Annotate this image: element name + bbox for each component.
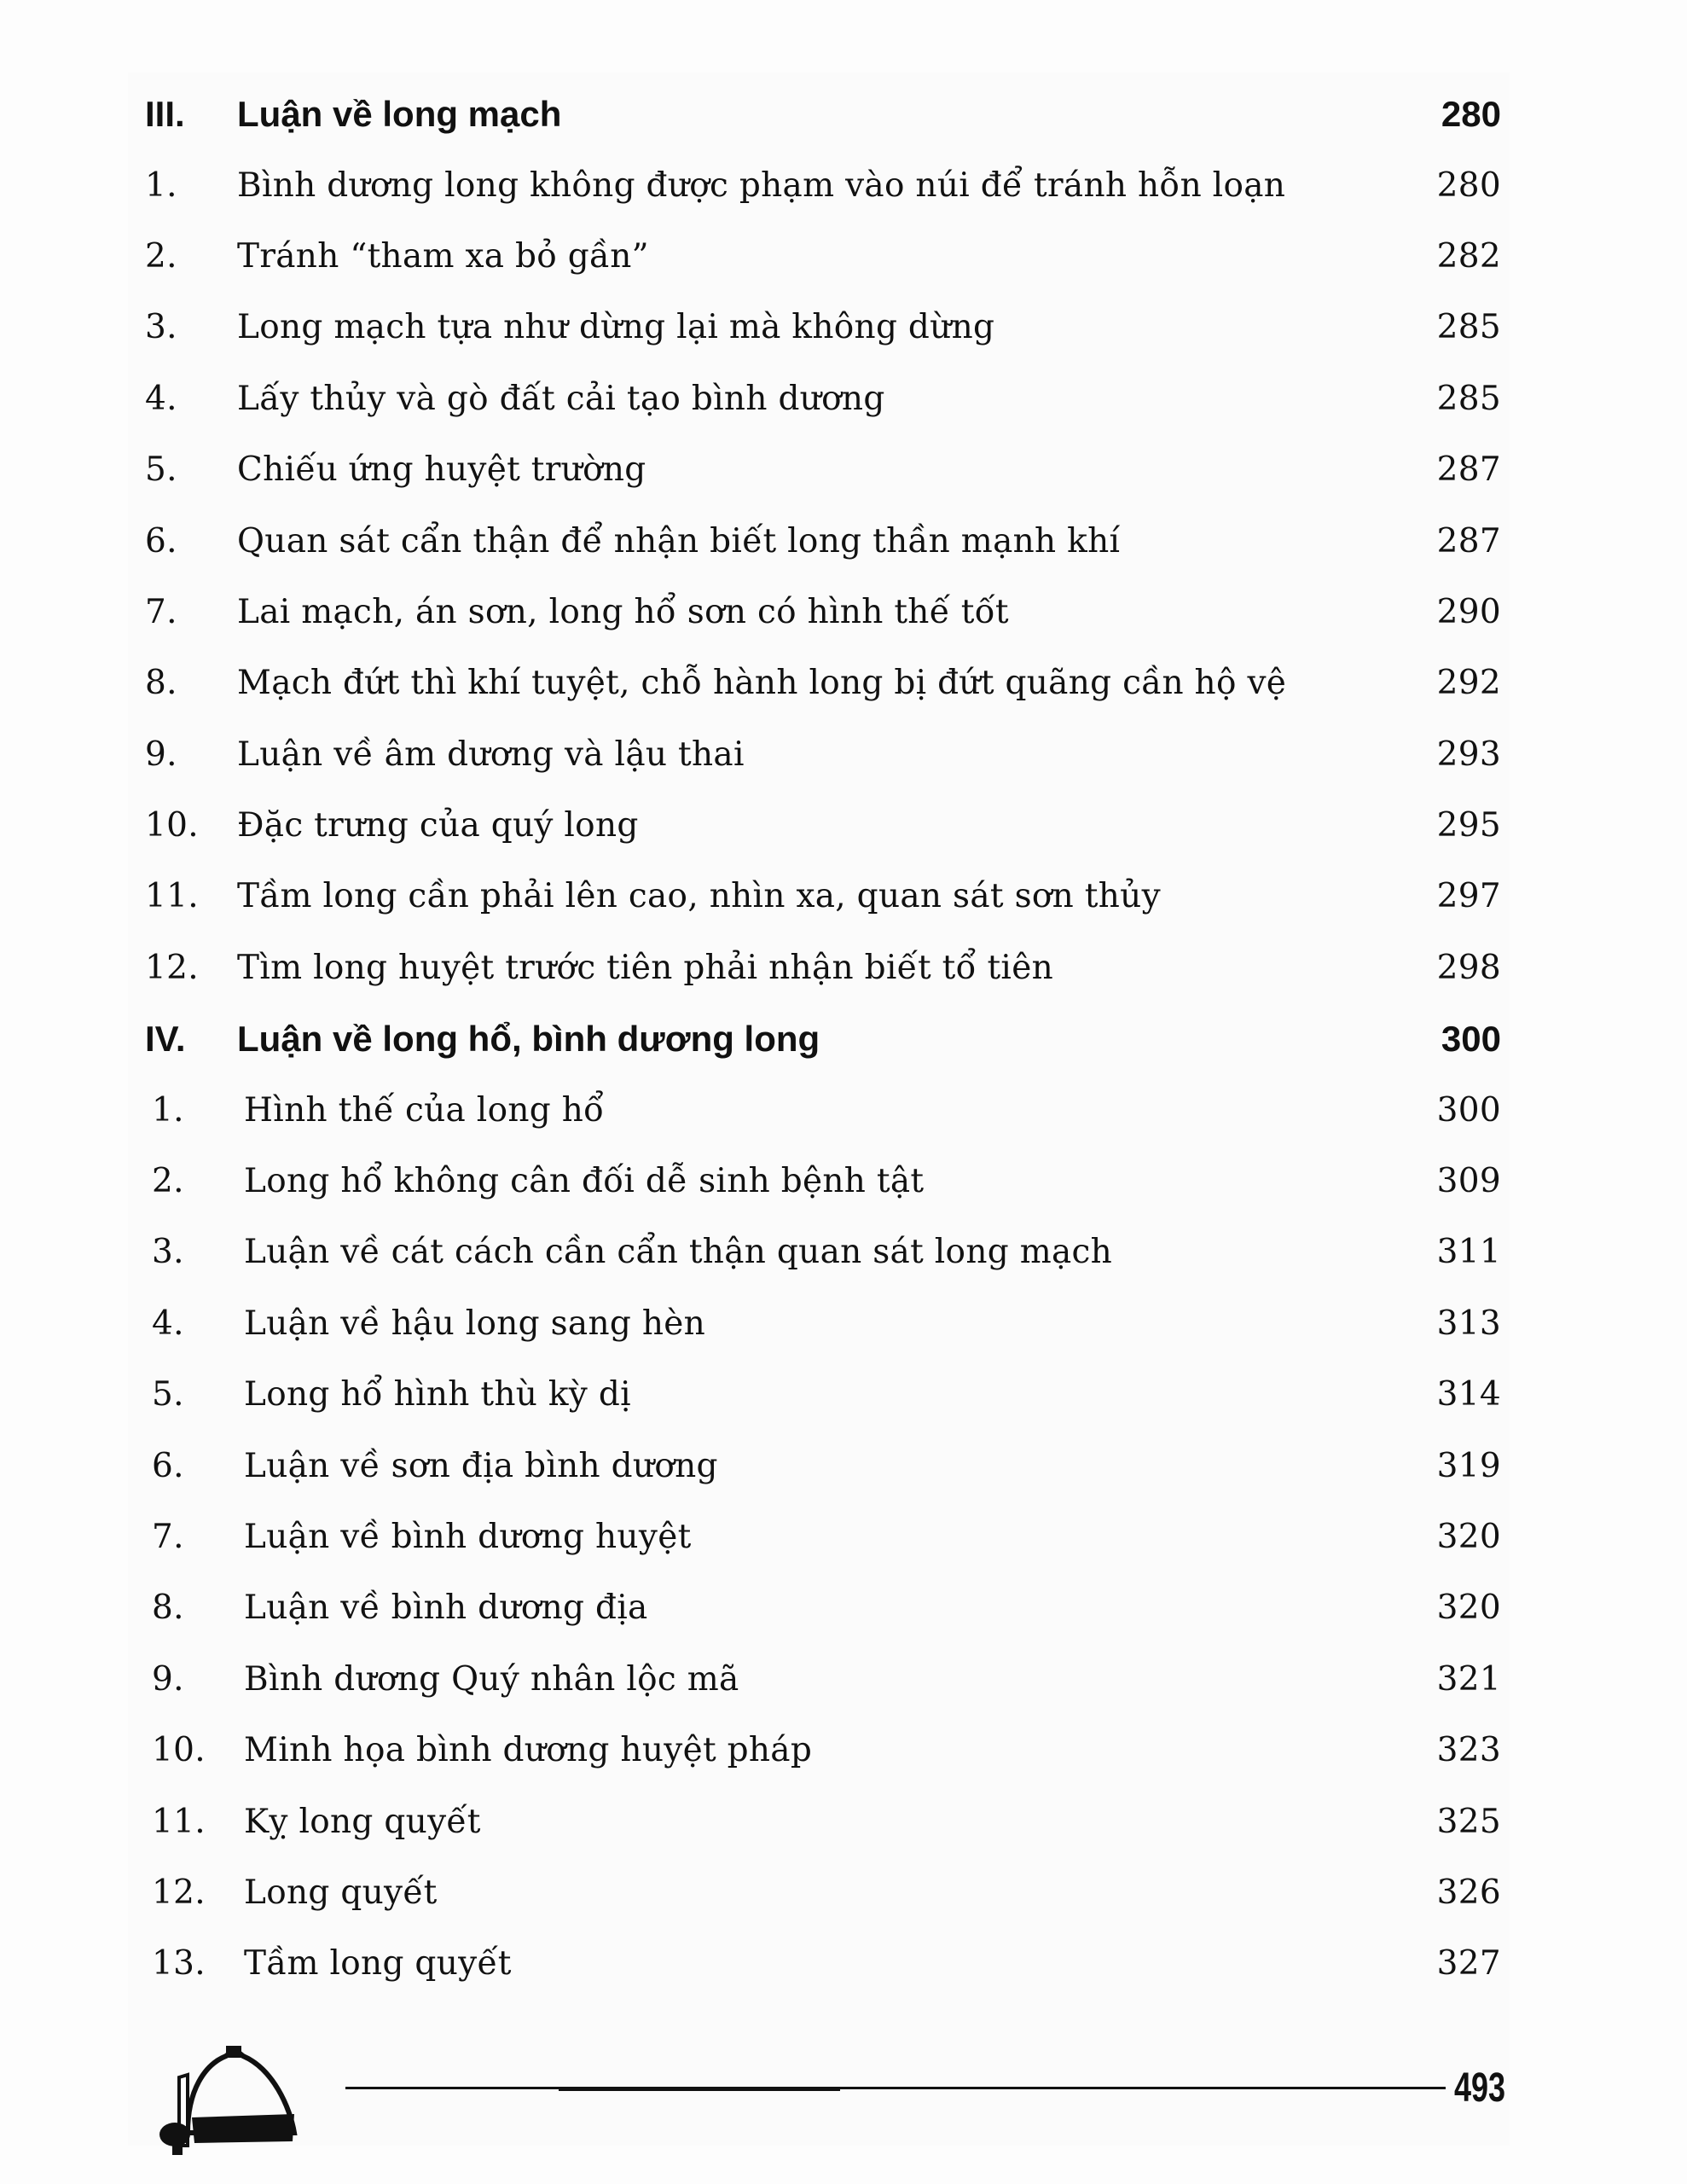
entry-title: Long hổ không cân đối dễ sinh bệnh tật	[244, 1162, 925, 1201]
entry-title: Quan sát cẩn thận để nhận biết long thần mạnh khí	[237, 521, 1121, 561]
entry-number: 3.	[145, 308, 177, 347]
entry-page: 325	[1436, 1802, 1501, 1841]
entry-title: Bình dương long không được phạm vào núi để tránh hỗn loạn	[237, 166, 1286, 205]
toc-entry	[145, 1928, 1501, 1999]
toc-entry	[145, 1502, 1501, 1572]
entry-title: Tầm long quyết	[244, 1944, 512, 1984]
entry-page: 320	[1436, 1589, 1501, 1628]
entry-page: 319	[1436, 1446, 1501, 1485]
entry-number: 11.	[152, 1802, 206, 1841]
entry-page: 326	[1436, 1873, 1501, 1912]
entry-number: 5.	[152, 1375, 184, 1414]
toc-entry	[145, 577, 1501, 648]
toc-entry	[145, 292, 1501, 363]
entry-page: 293	[1436, 735, 1501, 774]
entry-number: 8.	[152, 1589, 184, 1628]
entry-title: Luận về bình dương huyệt	[244, 1518, 692, 1556]
entry-page: 298	[1436, 948, 1501, 987]
entry-title: Luận về bình dương địa	[244, 1589, 648, 1628]
toc-entry	[145, 648, 1501, 718]
entry-title: Mạch đứt thì khí tuyệt, chỗ hành long bị đứt quãng cần hộ vệ	[237, 664, 1287, 703]
toc-entry	[145, 1430, 1501, 1501]
entry-page: 287	[1436, 521, 1501, 561]
entry-page: 321	[1436, 1659, 1501, 1699]
toc-entry	[145, 1786, 1501, 1856]
toc-section-heading	[145, 78, 1501, 149]
entry-page: 295	[1436, 806, 1501, 845]
toc-entry	[145, 505, 1501, 576]
entry-title: Chiếu ứng huyệt trường	[237, 450, 646, 490]
toc-entry	[145, 221, 1501, 292]
entry-title: Đặc trưng của quý long	[237, 806, 639, 845]
entry-page: 282	[1436, 236, 1501, 276]
entry-page: 280	[1441, 93, 1501, 134]
entry-page: 285	[1436, 308, 1501, 347]
toc-entry	[145, 932, 1501, 1003]
entry-page: 292	[1436, 664, 1501, 703]
toc-entry	[145, 719, 1501, 790]
toc-entry	[145, 1288, 1501, 1359]
bell-ornament-icon	[154, 2039, 350, 2158]
entry-page: 280	[1436, 166, 1501, 205]
entry-number: 2.	[145, 236, 177, 276]
toc-entry	[145, 149, 1501, 220]
entry-number: 6.	[152, 1446, 184, 1485]
entry-number: 4.	[152, 1304, 184, 1343]
entry-number: 9.	[152, 1659, 184, 1699]
entry-number: III.	[145, 93, 185, 134]
entry-title: Long hổ hình thù kỳ dị	[244, 1375, 631, 1414]
toc-entry	[145, 1857, 1501, 1928]
entry-number: 4.	[145, 379, 177, 418]
toc-entry	[145, 1715, 1501, 1786]
entry-title: Tránh “tham xa bỏ gần”	[237, 236, 649, 276]
toc-section-heading	[145, 1003, 1501, 1074]
entry-number: 13.	[152, 1944, 206, 1984]
entry-title: Luận về sơn địa bình dương	[244, 1446, 718, 1485]
entry-number: IV.	[145, 1018, 186, 1059]
entry-page: 323	[1436, 1731, 1501, 1770]
entry-page: 327	[1436, 1944, 1501, 1984]
toc-entry	[145, 1359, 1501, 1430]
footer-rule	[345, 2087, 1446, 2089]
entry-number: 8.	[145, 664, 177, 703]
entry-title: Tìm long huyệt trước tiên phải nhận biết tổ tiên	[237, 948, 1053, 987]
page-number: 493	[1454, 2065, 1506, 2111]
entry-number: 3.	[152, 1233, 184, 1272]
entry-title: Long quyết	[244, 1873, 438, 1912]
entry-title: Kỵ long quyết	[244, 1802, 481, 1841]
entry-title: Luận về long mạch	[237, 93, 562, 134]
entry-page: 300	[1436, 1090, 1501, 1130]
entry-number: 7.	[145, 592, 177, 631]
entry-title: Tầm long cần phải lên cao, nhìn xa, quan sát sơn thủy	[237, 877, 1161, 916]
entry-number: 12.	[145, 948, 199, 987]
entry-page: 285	[1436, 379, 1501, 418]
entry-page: 297	[1436, 877, 1501, 916]
entry-page: 287	[1436, 450, 1501, 490]
toc-entry	[145, 434, 1501, 505]
toc-entry	[145, 1146, 1501, 1217]
entry-number: 7.	[152, 1518, 184, 1556]
entry-title: Lai mạch, án sơn, long hổ sơn có hình thế tốt	[237, 592, 1009, 631]
entry-number: 1.	[145, 166, 177, 205]
entry-number: 10.	[152, 1731, 206, 1770]
entry-title: Long mạch tựa như dừng lại mà không dừng	[237, 308, 995, 347]
entry-title: Luận về cát cách cần cẩn thận quan sát long mạch	[244, 1233, 1113, 1272]
toc-entry	[145, 861, 1501, 932]
entry-number: 6.	[145, 521, 177, 561]
entry-page: 314	[1436, 1375, 1501, 1414]
entry-number: 12.	[152, 1873, 206, 1912]
table-of-contents	[145, 78, 1501, 2000]
entry-number: 2.	[152, 1162, 184, 1201]
entry-page: 311	[1436, 1233, 1501, 1272]
toc-entry	[145, 790, 1501, 861]
entry-number: 9.	[145, 735, 177, 774]
entry-number: 5.	[145, 450, 177, 490]
entry-title: Luận về hậu long sang hèn	[244, 1304, 706, 1343]
entry-number: 11.	[145, 877, 199, 916]
toc-entry	[145, 1644, 1501, 1715]
toc-entry	[145, 1572, 1501, 1643]
entry-number: 10.	[145, 806, 199, 845]
entry-title: Lấy thủy và gò đất cải tạo bình dương	[237, 379, 885, 418]
toc-entry	[145, 1074, 1501, 1145]
entry-number: 1.	[152, 1090, 184, 1130]
toc-entry	[145, 1217, 1501, 1287]
entry-page: 300	[1441, 1018, 1501, 1059]
entry-title: Bình dương Quý nhân lộc mã	[244, 1659, 739, 1699]
entry-title: Hình thế của long hổ	[244, 1090, 605, 1130]
entry-title: Minh họa bình dương huyệt pháp	[244, 1731, 813, 1770]
entry-page: 320	[1436, 1518, 1501, 1556]
toc-entry	[145, 363, 1501, 434]
entry-page: 309	[1436, 1162, 1501, 1201]
entry-page: 313	[1436, 1304, 1501, 1343]
entry-title: Luận về long hổ, bình dương long	[237, 1018, 820, 1059]
entry-title: Luận về âm dương và lậu thai	[237, 735, 745, 774]
entry-page: 290	[1436, 592, 1501, 631]
